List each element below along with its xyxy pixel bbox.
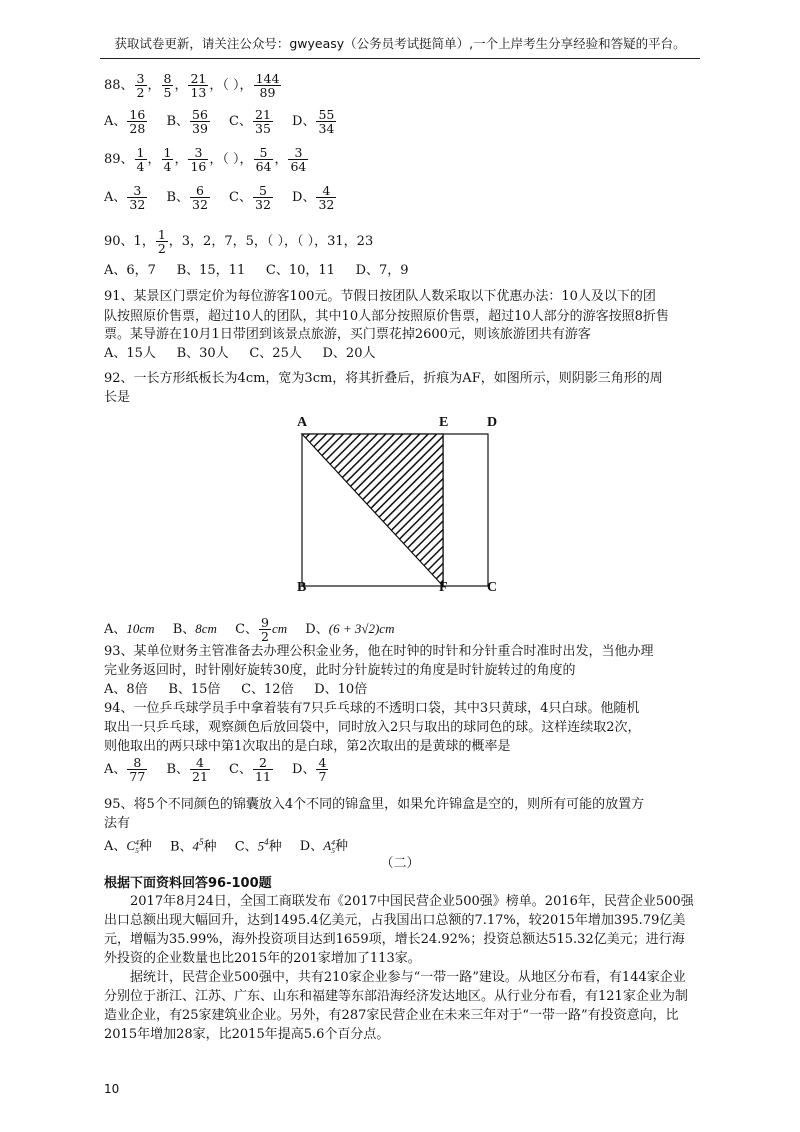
q89-term-5 <box>254 146 274 173</box>
option-key: C、 <box>229 762 252 778</box>
q89-options <box>104 184 351 211</box>
option-math: A <box>323 838 332 854</box>
denominator: 4 <box>136 159 145 175</box>
q91-line-3: 票。某导游在10月1日带团到该景点旅游，买门票花掉2600元，则该旅游团共有游客 <box>104 327 591 342</box>
q89-stem: 89、 $\frac{1}{4}$ ， $\frac{1}{4}$ ， $\frac{3}{16}$ ，（ ）， $\frac{5}{64}$ ， $\frac{3}{64}$ <box>104 145 307 175</box>
denominator: 64 <box>255 159 272 175</box>
numerator: 3 <box>288 146 308 160</box>
option-key: A、 <box>104 839 127 855</box>
option-math: C <box>126 838 136 854</box>
option-key: B、 <box>166 190 189 206</box>
q95-line-1: 95、将5个不同颜色的锦囊放入4个不同的锦盒里，如果允许锦盒是空的，则所有可能的放置方 <box>104 797 645 812</box>
q89-term-1 <box>135 146 147 173</box>
subscript: 5 <box>135 845 139 855</box>
numerator: 3 <box>136 71 145 86</box>
q88-term-2 <box>162 72 174 99</box>
q89-option-d <box>292 184 337 211</box>
option-math: 4 <box>192 838 200 854</box>
denominator: 2 <box>136 85 145 101</box>
denominator: 13 <box>190 85 207 101</box>
page-number: 10 <box>104 1082 120 1096</box>
q94-option-c <box>229 756 274 783</box>
q88-term-last <box>254 72 282 99</box>
q92-option-b <box>173 620 217 639</box>
denominator: 39 <box>192 121 208 137</box>
option-key: A、 <box>104 622 127 638</box>
q90-prefix: 90、1， <box>104 234 155 250</box>
denominator: 34 <box>318 121 335 137</box>
option-key: D、 <box>292 762 316 778</box>
numerator: 4 <box>190 756 210 770</box>
q93-line-1: 93、某单位财务主管准备去办理公积金业务，他在时钟的时针和分针重合时准时出发，当他办理 <box>104 644 654 659</box>
numerator: 5 <box>254 146 274 160</box>
denominator: 4 <box>163 159 172 175</box>
numerator: 21 <box>190 71 207 86</box>
numerator: 5 <box>253 184 273 198</box>
header-rule <box>100 58 700 59</box>
option-key: A、 <box>104 190 127 206</box>
denominator: 32 <box>192 197 208 213</box>
label-f: F <box>439 580 448 595</box>
q90-suffix: ，3，2，7，5，（ ），（ ），31，23 <box>168 234 374 250</box>
option-key: D、 <box>299 839 324 855</box>
q88-options <box>104 108 351 135</box>
q90-options: A、6，7 B、15，11 C、10，11 D、7，9 <box>104 263 409 278</box>
option-unit: 种 <box>203 839 217 855</box>
denominator: 5 <box>163 85 172 101</box>
q92-option-c <box>235 616 287 643</box>
option-key: D、 <box>292 114 316 130</box>
numerator: 2 <box>253 756 273 770</box>
numerator: 1 <box>157 227 166 242</box>
q88-option-d <box>292 108 337 135</box>
denominator: 21 <box>192 769 208 785</box>
superscript: 4 <box>264 837 269 847</box>
q91-line-1: 91、某景区门票定价为每位游客100元。节假日按团队人数采取以下优惠办法：10人及以下的团 <box>104 289 656 304</box>
denominator: 64 <box>290 159 307 175</box>
denominator: 11 <box>255 769 271 785</box>
section-title: 根据下面资料回答96-100题 <box>104 876 272 891</box>
denominator: 2 <box>261 629 269 645</box>
option-key: B、 <box>166 114 189 130</box>
denominator: 32 <box>318 197 335 213</box>
q94-options <box>104 756 343 783</box>
option-unit: 种 <box>334 839 348 855</box>
option-value: (6 + 3√2)cm <box>328 621 395 637</box>
denominator: 7 <box>318 769 327 785</box>
numerator: 21 <box>255 107 271 122</box>
option-value: 10cm <box>126 621 155 637</box>
denominator: 16 <box>190 159 207 175</box>
numerator: 8 <box>163 71 172 86</box>
label-e: E <box>439 415 449 430</box>
option-math: 5 <box>257 838 265 854</box>
denominator: 28 <box>129 121 146 137</box>
numerator: 56 <box>192 107 208 122</box>
q92-option-a <box>104 620 155 639</box>
numerator: 8 <box>127 756 147 770</box>
option-key: C、 <box>229 114 252 130</box>
q94-line-1: 94、一位乒乓球学员手中拿着装有7只乒乓球的不透明口袋，其中3只黄球，4只白球。他随机 <box>104 701 640 716</box>
numerator: 3 <box>127 184 147 198</box>
shaded-triangle <box>302 434 443 586</box>
label-c: C <box>487 580 498 595</box>
superscript: 4 <box>135 837 139 847</box>
denominator: 32 <box>255 197 271 213</box>
option-key: A、 <box>104 114 127 130</box>
q92-line-1: 92、一长方形纸板长为4cm，宽为3cm，将其折叠后，折痕为AF，如图所示，则阴影三角形的周 <box>104 371 663 386</box>
q94-option-d <box>292 756 329 783</box>
q88-option-c <box>229 108 274 135</box>
option-key: B、 <box>166 762 189 778</box>
subscript: 5 <box>331 845 335 855</box>
part-marker: （二） <box>380 856 420 871</box>
denominator: 35 <box>255 121 271 137</box>
q88-blank: （ ） <box>222 78 240 94</box>
page-header: 获取试卷更新，请关注公众号：gwyeasy（公务员考试挺简单）,一个上岸考生分享经验和答疑的平台。 <box>114 36 686 51</box>
q88-option-b <box>166 108 210 135</box>
denominator: 89 <box>259 85 276 101</box>
label-b: B <box>297 580 307 595</box>
q93-options: A、8倍 B、15倍 C、12倍 D、10倍 <box>104 682 368 697</box>
option-key: B、 <box>172 622 196 638</box>
q94-option-b <box>166 756 210 783</box>
option-key: A、 <box>104 762 127 778</box>
q89-option-b <box>166 184 210 211</box>
q89-number: 89、 <box>104 152 134 168</box>
numerator: 4 <box>316 184 336 198</box>
label-a: A <box>297 415 308 430</box>
option-key: C、 <box>235 622 259 638</box>
option-key: C、 <box>229 190 252 206</box>
q93-line-2: 完业务返回时，时针刚好旋转30度，此时分针旋转过的角度是时针旋转过的角度的 <box>104 663 576 678</box>
option-key: B、 <box>169 839 193 855</box>
numerator: 16 <box>129 107 146 122</box>
numerator: 9 <box>261 615 269 630</box>
q94-line-2: 取出一只乒乓球，观察颜色后放回袋中，同时放入2只与取出的球同色的球。这样连续取2次， <box>104 720 641 735</box>
option-unit: 种 <box>268 839 282 855</box>
option-key: C、 <box>234 839 258 855</box>
q89-term-2 <box>162 146 174 173</box>
option-unit: cm <box>271 621 288 637</box>
denominator: 2 <box>157 241 166 257</box>
numerator: 6 <box>190 184 210 198</box>
q89-term-3 <box>188 146 208 173</box>
q88-option-a <box>104 108 148 135</box>
material-paragraph-2: 据统计，民营企业500强中，共有210家企业参与“一带一路”建设。从地区分布看，有144家企业分别位于浙江、江苏、广东、山东和福建等东部沿海经济发达地区。从行业分布看，有121家企业为制造业企业，有25家建筑业企业。另外，有287家民营企业在未来三年对于“一带一路”有投资意向，比2015年增加28家，比2015年提高5.6个百分点。 <box>104 970 688 1042</box>
denominator: 32 <box>129 197 146 213</box>
q89-option-c <box>229 184 274 211</box>
numerator: 3 <box>188 146 208 160</box>
superscript: 4 <box>331 837 335 847</box>
numerator: 1 <box>136 145 145 160</box>
q90-stem <box>104 228 373 255</box>
denominator: 77 <box>129 769 146 785</box>
q91-options: A、15人 B、30人 C、25人 D、20人 <box>104 346 376 361</box>
q88-number: 88、 <box>104 78 134 94</box>
option-value: 8cm <box>195 621 217 637</box>
q89-term-6 <box>288 146 308 173</box>
material-paragraph-1: 2017年8月24日，全国工商联发布《2017中国民营企业500强》榜单。2016年，民营企业500强出口总额出现大幅回升，达到1495.4亿美元，占我国出口总额的7.17%，较2015年增加395.79亿美元，增幅为35.99%，海外投资项目达到1659项，增长24.92%；投资总额达515.32亿美元；进行海外投资的企业数量也比2015年的201家增加了113家。 <box>104 894 694 966</box>
q92-option-d <box>305 620 394 639</box>
q92-line-2: 长是 <box>104 390 131 405</box>
q94-option-a <box>104 756 148 783</box>
q92-options <box>104 616 408 643</box>
q88-stem: 88、 $\frac{3}{2}$ ， $\frac{8}{5}$ ， $\frac{21}{13}$ ，（ ）， $\frac{144}{89}$ <box>104 71 280 101</box>
numerator: 55 <box>318 107 335 122</box>
q90-term-frac <box>156 228 168 255</box>
label-d: D <box>487 415 498 430</box>
numerator: 4 <box>318 755 327 770</box>
numerator: 144 <box>255 71 280 86</box>
option-unit: 种 <box>138 839 152 855</box>
numerator: 1 <box>163 145 172 160</box>
q94-line-3: 则他取出的两只球中第1次取出的是白球，第2次取出的是黄球的概率是 <box>104 739 511 754</box>
option-key: D、 <box>305 622 329 638</box>
q88-term-1 <box>135 72 147 99</box>
fold-rectangle-figure <box>290 410 515 600</box>
q91-line-2: 队按照原价售票，超过10人的团队，其中10人部分按照原价售票，超过10人部分的游客按照8折售 <box>104 309 669 324</box>
q88-term-3 <box>188 72 208 99</box>
q89-blank: （ ） <box>222 152 240 168</box>
superscript: 5 <box>199 837 204 847</box>
option-key: D、 <box>292 190 316 206</box>
q89-option-a <box>104 184 148 211</box>
q95-line-2: 法有 <box>104 816 131 831</box>
